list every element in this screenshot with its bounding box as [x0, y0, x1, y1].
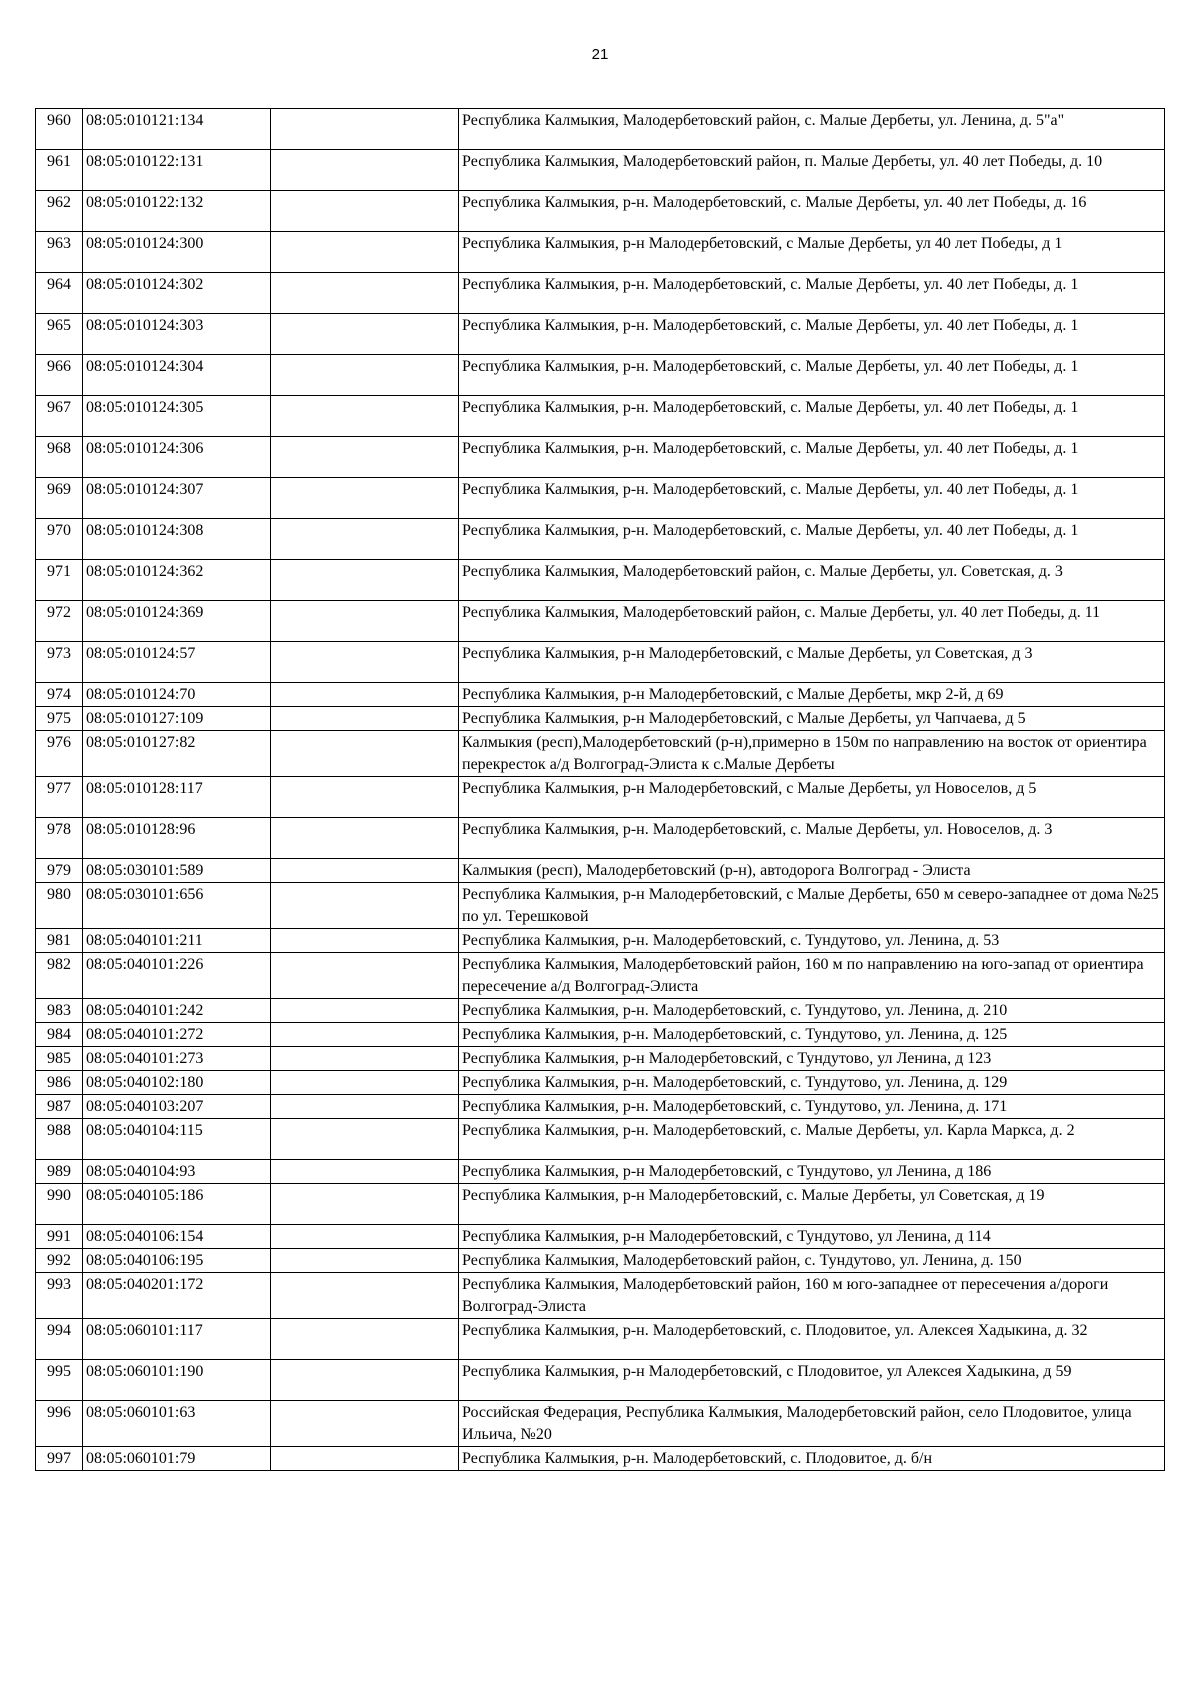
empty-cell: [271, 519, 459, 560]
cadastral-number: 08:05:010128:117: [83, 777, 271, 818]
address: Республика Калмыкия, р-н Малодербетовский, с Малые Дербеты, ул Чапчаева, д 5: [459, 707, 1165, 731]
cadastral-number: 08:05:010124:70: [83, 683, 271, 707]
empty-cell: [271, 150, 459, 191]
cadastral-number: 08:05:010124:362: [83, 560, 271, 601]
row-number: 976: [36, 731, 83, 777]
empty-cell: [271, 1249, 459, 1273]
cadastral-number: 08:05:010124:300: [83, 232, 271, 273]
address: Республика Калмыкия, р-н. Малодербетовский, с. Малые Дербеты, ул. Новоселов, д. 3: [459, 818, 1165, 859]
cadastral-number: 08:05:040201:172: [83, 1273, 271, 1319]
address: Республика Калмыкия, р-н. Малодербетовский, с. Тундутово, ул. Ленина, д. 53: [459, 929, 1165, 953]
empty-cell: [271, 437, 459, 478]
address: Республика Калмыкия, р-н. Малодербетовский, с. Малые Дербеты, ул. 40 лет Победы, д. 1: [459, 396, 1165, 437]
address: Республика Калмыкия, р-н. Малодербетовский, с. Малые Дербеты, ул. 40 лет Победы, д. 1: [459, 355, 1165, 396]
table-row: [36, 355, 1165, 396]
table-row: [36, 883, 1165, 929]
row-number: 962: [36, 191, 83, 232]
cadastral-number: 08:05:010124:306: [83, 437, 271, 478]
table-row: [36, 818, 1165, 859]
cadastral-number: 08:05:010124:304: [83, 355, 271, 396]
row-number: 987: [36, 1095, 83, 1119]
row-number: 968: [36, 437, 83, 478]
empty-cell: [271, 953, 459, 999]
table-row: [36, 731, 1165, 777]
row-number: 970: [36, 519, 83, 560]
address: Калмыкия (респ), Малодербетовский (р-н), автодорога Волгоград - Элиста: [459, 859, 1165, 883]
address: Республика Калмыкия, Малодербетовский район, с. Малые Дербеты, ул. Советская, д. 3: [459, 560, 1165, 601]
cadastral-number: 08:05:010124:307: [83, 478, 271, 519]
cadastral-number: 08:05:010124:57: [83, 642, 271, 683]
address: Республика Калмыкия, р-н Малодербетовский, с Малые Дербеты, ул Советская, д 3: [459, 642, 1165, 683]
row-number: 975: [36, 707, 83, 731]
empty-cell: [271, 1447, 459, 1471]
cadastral-number: 08:05:010124:308: [83, 519, 271, 560]
address: Республика Калмыкия, Малодербетовский район, 160 м по направлению на юго-запад от ориентира пересечение а/д Волгоград-Элиста: [459, 953, 1165, 999]
row-number: 988: [36, 1119, 83, 1160]
row-number: 977: [36, 777, 83, 818]
table-row: [36, 601, 1165, 642]
cadastral-number: 08:05:040105:186: [83, 1184, 271, 1225]
cadastral-number: 08:05:040106:154: [83, 1225, 271, 1249]
row-number: 997: [36, 1447, 83, 1471]
cadastral-number: 08:05:060101:117: [83, 1319, 271, 1360]
cadastral-number: 08:05:030101:656: [83, 883, 271, 929]
table-row: [36, 560, 1165, 601]
empty-cell: [271, 1095, 459, 1119]
row-number: 974: [36, 683, 83, 707]
empty-cell: [271, 1160, 459, 1184]
address: Республика Калмыкия, р-н. Малодербетовский, с. Малые Дербеты, ул. 40 лет Победы, д. 16: [459, 191, 1165, 232]
empty-cell: [271, 1401, 459, 1447]
address: Республика Калмыкия, р-н. Малодербетовский, с. Плодовитое, д. б/н: [459, 1447, 1165, 1471]
row-number: 966: [36, 355, 83, 396]
row-number: 984: [36, 1023, 83, 1047]
row-number: 991: [36, 1225, 83, 1249]
address: Республика Калмыкия, Малодербетовский район, п. Малые Дербеты, ул. 40 лет Победы, д. 10: [459, 150, 1165, 191]
row-number: 981: [36, 929, 83, 953]
cadastral-number: 08:05:010128:96: [83, 818, 271, 859]
table-row: [36, 929, 1165, 953]
row-number: 986: [36, 1071, 83, 1095]
address: Республика Калмыкия, р-н. Малодербетовский, с. Тундутово, ул. Ленина, д. 171: [459, 1095, 1165, 1119]
address: Республика Калмыкия, р-н Малодербетовский, с Малые Дербеты, мкр 2-й, д 69: [459, 683, 1165, 707]
row-number: 989: [36, 1160, 83, 1184]
table-row: [36, 150, 1165, 191]
cadastral-number: 08:05:040104:115: [83, 1119, 271, 1160]
empty-cell: [271, 731, 459, 777]
cadastral-number: 08:05:030101:589: [83, 859, 271, 883]
address: Калмыкия (респ),Малодербетовский (р-н),примерно в 150м по направлению на восток от ориентира перекресток а/д Волгоград-Элиста к с.Малые Дербеты: [459, 731, 1165, 777]
page-number: 21: [591, 46, 609, 63]
cadastral-number: 08:05:040101:211: [83, 929, 271, 953]
row-number: 978: [36, 818, 83, 859]
address: Республика Калмыкия, р-н Малодербетовский, с Тундутово, ул Ленина, д 186: [459, 1160, 1165, 1184]
table-row: [36, 1360, 1165, 1401]
row-number: 965: [36, 314, 83, 355]
address: Республика Калмыкия, Малодербетовский район, 160 м юго-западнее от пересечения а/дороги Волгоград-Элиста: [459, 1273, 1165, 1319]
empty-cell: [271, 859, 459, 883]
empty-cell: [271, 109, 459, 150]
cadastral-number: 08:05:040101:226: [83, 953, 271, 999]
empty-cell: [271, 818, 459, 859]
empty-cell: [271, 1273, 459, 1319]
address: Республика Калмыкия, р-н. Малодербетовский, с. Малые Дербеты, ул. 40 лет Победы, д. 1: [459, 314, 1165, 355]
address: Республика Калмыкия, р-н. Малодербетовский, с. Плодовитое, ул. Алексея Хадыкина, д. 32: [459, 1319, 1165, 1360]
table-row: [36, 859, 1165, 883]
table-row: [36, 1249, 1165, 1273]
cadastral-number: 08:05:010124:369: [83, 601, 271, 642]
empty-cell: [271, 707, 459, 731]
cadastral-number: 08:05:010122:132: [83, 191, 271, 232]
row-number: 985: [36, 1047, 83, 1071]
cadastral-number: 08:05:010127:82: [83, 731, 271, 777]
table-row: [36, 1447, 1165, 1471]
cadastral-number: 08:05:010127:109: [83, 707, 271, 731]
empty-cell: [271, 642, 459, 683]
row-number: 964: [36, 273, 83, 314]
empty-cell: [271, 355, 459, 396]
table-row: [36, 109, 1165, 150]
row-number: 971: [36, 560, 83, 601]
cadastral-number: 08:05:060101:79: [83, 1447, 271, 1471]
cadastral-number: 08:05:040103:207: [83, 1095, 271, 1119]
table-row: [36, 1273, 1165, 1319]
table-row: [36, 191, 1165, 232]
empty-cell: [271, 396, 459, 437]
empty-cell: [271, 1225, 459, 1249]
table-row: [36, 683, 1165, 707]
cadastral-number: 08:05:040101:272: [83, 1023, 271, 1047]
address: Республика Калмыкия, Малодербетовский район, с. Малые Дербеты, ул. Ленина, д. 5"а": [459, 109, 1165, 150]
address: Республика Калмыкия, р-н Малодербетовский, с Тундутово, ул Ленина, д 114: [459, 1225, 1165, 1249]
cadastral-number: 08:05:010124:305: [83, 396, 271, 437]
table-row: [36, 232, 1165, 273]
row-number: 980: [36, 883, 83, 929]
cadastral-number: 08:05:040104:93: [83, 1160, 271, 1184]
empty-cell: [271, 560, 459, 601]
table-row: [36, 519, 1165, 560]
cadastral-number: 08:05:040106:195: [83, 1249, 271, 1273]
row-number: 990: [36, 1184, 83, 1225]
table-row: [36, 999, 1165, 1023]
empty-cell: [271, 1319, 459, 1360]
table-row: [36, 1047, 1165, 1071]
empty-cell: [271, 1071, 459, 1095]
row-number: 992: [36, 1249, 83, 1273]
address: Республика Калмыкия, р-н. Малодербетовский, с. Тундутово, ул. Ленина, д. 210: [459, 999, 1165, 1023]
address: Республика Калмыкия, р-н. Малодербетовский, с. Тундутово, ул. Ленина, д. 129: [459, 1071, 1165, 1095]
table-row: [36, 437, 1165, 478]
empty-cell: [271, 999, 459, 1023]
cadastral-number: 08:05:010121:134: [83, 109, 271, 150]
address: Республика Калмыкия, Малодербетовский район, с. Тундутово, ул. Ленина, д. 150: [459, 1249, 1165, 1273]
cadastral-number: 08:05:040101:273: [83, 1047, 271, 1071]
empty-cell: [271, 1023, 459, 1047]
address: Республика Калмыкия, р-н Малодербетовский, с Малые Дербеты, ул Новоселов, д 5: [459, 777, 1165, 818]
table-row: [36, 1319, 1165, 1360]
address: Республика Калмыкия, р-н. Малодербетовский, с. Тундутово, ул. Ленина, д. 125: [459, 1023, 1165, 1047]
row-number: 996: [36, 1401, 83, 1447]
row-number: 972: [36, 601, 83, 642]
address: Республика Калмыкия, р-н Малодербетовский, с Малые Дербеты, ул 40 лет Победы, д 1: [459, 232, 1165, 273]
table-row: [36, 314, 1165, 355]
address: Республика Калмыкия, р-н Малодербетовский, с Тундутово, ул Ленина, д 123: [459, 1047, 1165, 1071]
empty-cell: [271, 883, 459, 929]
row-number: 961: [36, 150, 83, 191]
empty-cell: [271, 314, 459, 355]
table-row: [36, 273, 1165, 314]
address: Республика Калмыкия, р-н. Малодербетовский, с. Малые Дербеты, ул. 40 лет Победы, д. 1: [459, 519, 1165, 560]
address: Республика Калмыкия, р-н Малодербетовский, с. Малые Дербеты, ул Советская, д 19: [459, 1184, 1165, 1225]
table-row: [36, 1095, 1165, 1119]
row-number: 993: [36, 1273, 83, 1319]
empty-cell: [271, 191, 459, 232]
row-number: 983: [36, 999, 83, 1023]
cadastral-number: 08:05:040101:242: [83, 999, 271, 1023]
address: Республика Калмыкия, Малодербетовский район, с. Малые Дербеты, ул. 40 лет Победы, д. 11: [459, 601, 1165, 642]
row-number: 967: [36, 396, 83, 437]
row-number: 994: [36, 1319, 83, 1360]
row-number: 982: [36, 953, 83, 999]
empty-cell: [271, 273, 459, 314]
address: Российская Федерация, Республика Калмыкия, Малодербетовский район, село Плодовитое, улица Ильича, №20: [459, 1401, 1165, 1447]
table-row: [36, 1401, 1165, 1447]
address: Республика Калмыкия, р-н Малодербетовский, с Плодовитое, ул Алексея Хадыкина, д 59: [459, 1360, 1165, 1401]
empty-cell: [271, 1119, 459, 1160]
cadastral-number: 08:05:010124:303: [83, 314, 271, 355]
row-number: 969: [36, 478, 83, 519]
table-row: [36, 1119, 1165, 1160]
empty-cell: [271, 929, 459, 953]
empty-cell: [271, 232, 459, 273]
empty-cell: [271, 683, 459, 707]
address: Республика Калмыкия, р-н Малодербетовский, с Малые Дербеты, 650 м северо-западнее от дома №25 по ул. Терешковой: [459, 883, 1165, 929]
table-row: [36, 1160, 1165, 1184]
address: Республика Калмыкия, р-н. Малодербетовский, с. Малые Дербеты, ул. 40 лет Победы, д. 1: [459, 478, 1165, 519]
empty-cell: [271, 1360, 459, 1401]
table-row: [36, 777, 1165, 818]
table-row: [36, 1023, 1165, 1047]
cadastral-number: 08:05:010122:131: [83, 150, 271, 191]
cadastral-number: 08:05:010124:302: [83, 273, 271, 314]
empty-cell: [271, 478, 459, 519]
cadastral-table: [35, 108, 1165, 1471]
table-row: [36, 642, 1165, 683]
table-row: [36, 1225, 1165, 1249]
cadastral-table-body: [36, 109, 1165, 1471]
row-number: 960: [36, 109, 83, 150]
table-row: [36, 1071, 1165, 1095]
cadastral-number: 08:05:040102:180: [83, 1071, 271, 1095]
cadastral-number: 08:05:060101:63: [83, 1401, 271, 1447]
empty-cell: [271, 1184, 459, 1225]
table-row: [36, 953, 1165, 999]
empty-cell: [271, 777, 459, 818]
cadastral-number: 08:05:060101:190: [83, 1360, 271, 1401]
address: Республика Калмыкия, р-н. Малодербетовский, с. Малые Дербеты, ул. 40 лет Победы, д. 1: [459, 273, 1165, 314]
row-number: 979: [36, 859, 83, 883]
row-number: 995: [36, 1360, 83, 1401]
table-row: [36, 478, 1165, 519]
empty-cell: [271, 1047, 459, 1071]
row-number: 973: [36, 642, 83, 683]
address: Республика Калмыкия, р-н. Малодербетовский, с. Малые Дербеты, ул. 40 лет Победы, д. 1: [459, 437, 1165, 478]
table-row: [36, 396, 1165, 437]
row-number: 963: [36, 232, 83, 273]
table-row: [36, 707, 1165, 731]
empty-cell: [271, 601, 459, 642]
table-row: [36, 1184, 1165, 1225]
address: Республика Калмыкия, р-н. Малодербетовский, с. Малые Дербеты, ул. Карла Маркса, д. 2: [459, 1119, 1165, 1160]
